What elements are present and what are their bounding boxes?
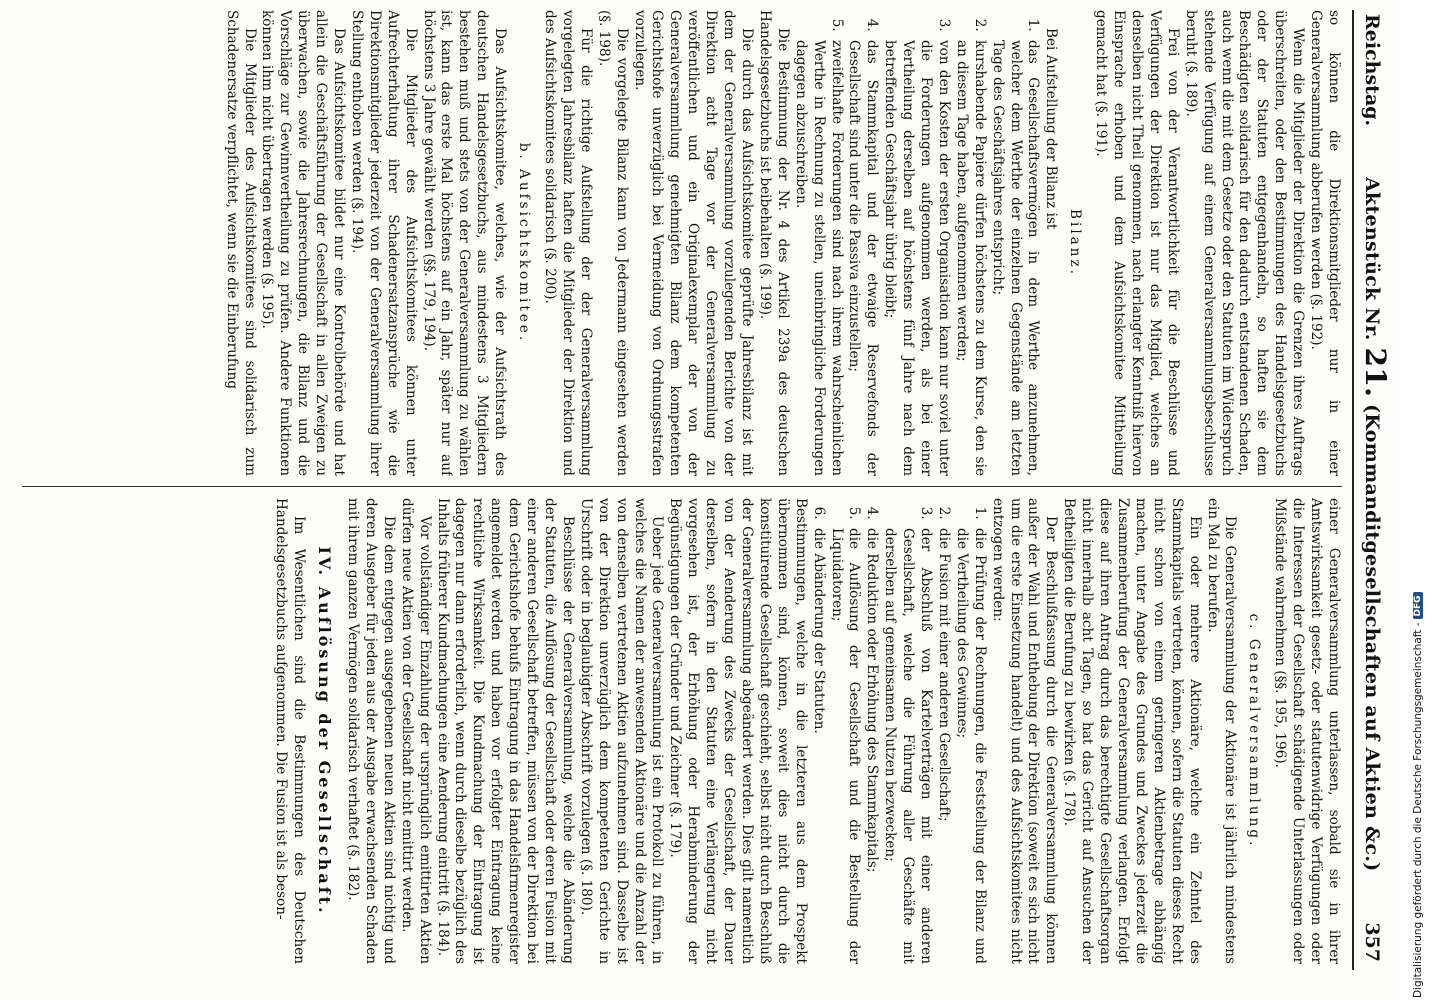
paragraph: Vor vollständiger Einzahlung der ursprünglich emittirten Aktien dürfen neue Aktien von der Gesellschaft nicht emittirt werden. [398,498,433,964]
section-heading-aufsichtskomitee: b. Aufsichtskomitee. [516,142,533,344]
header-document-number: 21. [1359,347,1392,398]
list-item: 2. kurshabende Papiere dürfen höchstens zu dem Kurse, den sie an diesem Tage haben, aufgenommen werden; [952,36,988,476]
bilanz-list [791,10,1042,476]
footer-text: Digitalisierung gefördert durch die Deutsche Forschungsgemeinschaft - [1412,622,1424,998]
header-rule [1352,10,1354,970]
paragraph: Das Aufsichtskomitee, welches, wie der Aufsichtsrath des deutschen Handelsgesetzbuchs, aus mindestens 3 Mitgliedern bestehen muß und stets von der Generalversammlung zu wählen ist, kann das erste Mal höchstens auf ein Jahr, später nur auf höchstens 3 Jahre gewählt werden (§§. 179, 194). [420,10,509,476]
column-divider [22,486,1342,487]
list-item: 3. von den Kosten der ersten Organisation kann nur soviel unter die Forderungen aufgenommen werden, als bei einer Vertheilung derselben auf höchstens fünf Jahre nach dem betreffenden Geschäftsjahr übrig bleibt; [880,36,952,476]
paragraph: Für die richtige Aufstellung der der Generalversammlung vorgelegten Jahresbilanz haften die Mitglieder der Direktion und des Aufsichtskomitees solidarisch (§. 200). [542,10,594,476]
header-title-pre: Aktenstück Nr. [1361,176,1383,341]
paragraph: Die Mitglieder des Aufsichtskomitees sind solidarisch zum Schadenersatze verpflichtet, wenn sie die Einberufung [223,10,258,476]
paragraph: Die vorgelegte Bilanz kann von Jedermann eingesehen werden (§. 198). [595,10,630,476]
page-number: 357 [1361,922,1383,962]
paragraph: Frei von der Verantwortlichkeit für die Beschlüsse und Verfügungen der Direktion ist nur das Mitglied, welches an denselben nicht Theil genommen, nach erlangter Kenntniß hiervon Einsprache erhoben und dem Aufsichtskomitee Mittheilung gemacht hat (§. 191). [1093,10,1181,476]
header-title [1359,126,1392,922]
section-heading-bilanz: Bilanz. [1067,208,1084,278]
dfg-logo: DFG [1413,592,1423,619]
paragraph: Die Mitglieder des Aufsichtskomitees können unter Aufrechterhaltung ihrer Schadenersatzansprüche wie die Direktionsmitglieder jederzeit von der Generalversammlung ihrer Stellung enthoben werden (§. 194). [348,10,419,476]
paragraph: Ueber jede Generalversammlung ist ein Protokoll zu führen, in welches die Namen der anwesenden Aktionäre und die Anzahl der von denselben vertretenen Aktien aufzunehmen sind. Dasselbe ist von der Direktion unverzüglich dem kompetenten Gerichte in Urschrift oder in beglaubigter Abschrift vorzulegen (§. 180). [577,498,666,964]
list-item: 5. die Auflösung der Gesellschaft und die Bestellung der Liquidatoren; [827,524,863,964]
paragraph: Bestimmungen, welche in die letzteren aus dem Prospekt übernommen sind, können, soweit dies nicht durch die konstituirende Gesellschaft geschieht, selbst nicht durch Beschluß der Generalversammlung abgeändert werden. Dies gilt namentlich von der Aenderung des Zwecks der Gesellschaft, der Dauer derselben, sofern in den Statuten eine Verlängerung nicht vorgesehen ist, der Erhöhung oder Herabminderung der Begünstigungen der Gründer und Zeichner (§. 179). [667,498,809,964]
list-item: 2. die Fusion mit einer anderen Gesellschaft; [934,524,952,964]
paragraph: Wenn die Mitglieder der Direktion die Grenzen ihres Auftrags überschreiten, oder den Bestimmungen des Handelsgesetzbuchs oder der Statuten entgegenhandeln, so haften sie dem Beschädigten solidarisch für den dadurch entstandenen Schaden, auch wenn die mit dem Gesetze oder den Statuten im Widerspruch stehende Verfügung auf einem Generalversammlungsbeschlusse beruht (§. 189). [1182,10,1307,476]
paragraph: Bei Aufstellung der Bilanz ist [1043,28,1060,230]
header-left: Reichstag. [1361,14,1383,127]
paragraph: Die dem entgegen ausgegebenen neuen Aktien sind nichtig und deren Ausgeber für jeden aus der Ausgabe erwachsenden Schaden mit ihrem ganzen Vermögen solidarisch verhaftet (§. 182). [345,498,397,964]
section-heading-aufloesung: IV. Auflösung der Gesellschaft. [315,546,335,916]
list-item: 3. der Abschluß von Kartelverträgen mit einer anderen Gesellschaft, welche die Führung aller Geschäfte mit derselben auf gemeinsamen Nutzen bezwecken; [880,524,934,964]
list-item: 4. das Stammkapital und der etwaige Reservefonds der Gesellschaft sind unter die Passiva einzustellen; [845,36,881,476]
list-item: 5. zweifelhafte Forderungen sind nach ihrem wahrscheinlichen Werthe in Rechnung zu stellen, uneinbringliche Forderungen dagegen abzuschreiben. [791,36,845,476]
generalversammlung-list [809,498,988,964]
paragraph: Die durch das Aufsichtskomitee geprüfte Jahresbilanz ist mit dem der Generalversammlung vorzulegenden Berichte von der Direktion acht Tage vor der Generalversammlung zu veröffentlichen und ein Originalexemplar der von der Generalversammlung genehmigten Bilanz dem kompetenten Gerichtshofe unverzüglich bei Vermeidung von Ordnungsstrafen vorzulegen. [631,10,755,476]
paragraph: so können die Direktionsmitglieder nur in einer Generalversammlung abberufen werden (§. 192). [1308,10,1342,476]
header-title-post: (Kommanditgesellschaften auf Aktien &c.) [1361,404,1383,872]
paragraph: Die Generalversammlung der Aktionäre ist jährlich mindestens ein Mal zu berufen. [1204,498,1239,964]
list-item: 1. die Prüfung der Rechnungen, die Feststellung der Bilanz und die Vertheilung des Gewinnes; [952,524,988,964]
digitization-footer [1412,592,1424,998]
paragraph: Das Aufsichtskomitee bildet nur eine Kontrolbehörde und hat allein die Geschäftsführung der Gesellschaft in allen Zweigen zu überwachen, sowie die Jahresrechnungen, die Bilanz und die Vorschläge zur Gewinnvertheilung zu prüfen. Andere Funktionen können ihm nicht übertragen werden (§. 195). [259,10,348,476]
paragraph: Ein oder mehrere Aktionäre, welche ein Zehntel des Stammkapitals vertreten, können, sofern die Statuten dieses Recht nicht schon von einem geringeren Aktienbetrage abhängig machen, unter Angabe des Grundes und Zweckes jederzeit die Zusammenberufung der Generalversammlung verlangen. Erfolgt diese auf ihren Antrag durch das berechtigte Gesellschaftsorgan nicht innerhalb acht Tagen, so hat das Gericht auf Ansuchen der Betheiligten die Berufung zu bewirken (§. 178). [1061,498,1203,964]
paragraph: Beschlüsse der Generalversammlung, welche die Abänderung der Statuten, die Auflösung der Gesellschaft oder deren Fusion mit einer anderen Gesellschaft betreffen, müssen von der Direktion bei dem Gerichtshofe behufs Eintragung in das Handelsfirmenregister angemeldet werden und haben vor erfolgter Eintragung keine rechtliche Wirksamkeit. Die Kundmachung der Eintragung ist dagegen nur dann erforderlich, wenn durch dieselbe bezüglich des Inhalts früherer Kundmachungen eine Aenderung eintritt (§. 184). [434,498,576,964]
page-header [1356,14,1392,962]
paragraph: einer Generalversammlung unterlassen, sobald sie in ihrer Amtswirksamkeit gesetz- oder statutenwidrige Verfügungen oder die Interessen der Gesellschaft schädigende Unterlassungen oder Mißstände wahrnehmen (§§. 195, 196). [1272,498,1342,964]
right-column [22,498,1342,964]
list-item: 6. die Abänderung der Statuten. [809,524,827,964]
left-column [22,10,1342,476]
paragraph: Der Beschlußfassung durch die Generalversammlung können außer der Wahl und Enthebung der Direktion (soweit es sich nicht um die erste Einsetzung handelt) und des Aufsichtskomitees nicht entzogen werden: [989,498,1060,964]
list-item: 1. das Gesellschaftsvermögen in dem Werthe anzunehmen, welcher dem Werthe der einzelnen Gegenstände am letzten Tage des Geschäftsjahres entspricht; [988,36,1042,476]
section-heading-generalversammlung: c. Generalversammlung. [1246,613,1263,849]
list-item: 4. die Reduktion oder Erhöhung des Stammkapitals; [862,524,880,964]
paragraph: Die Bestimmung der Nr. 4 des Artikel 239a des deutschen Handelsgesetzbuchs ist beibehalten (§. 199). [756,10,791,476]
paragraph: Im Wesentlichen sind die Bestimmungen des Deutschen Handelsgesetzbuchs aufgenommen. Die Fusion ist als beson- [273,498,308,964]
